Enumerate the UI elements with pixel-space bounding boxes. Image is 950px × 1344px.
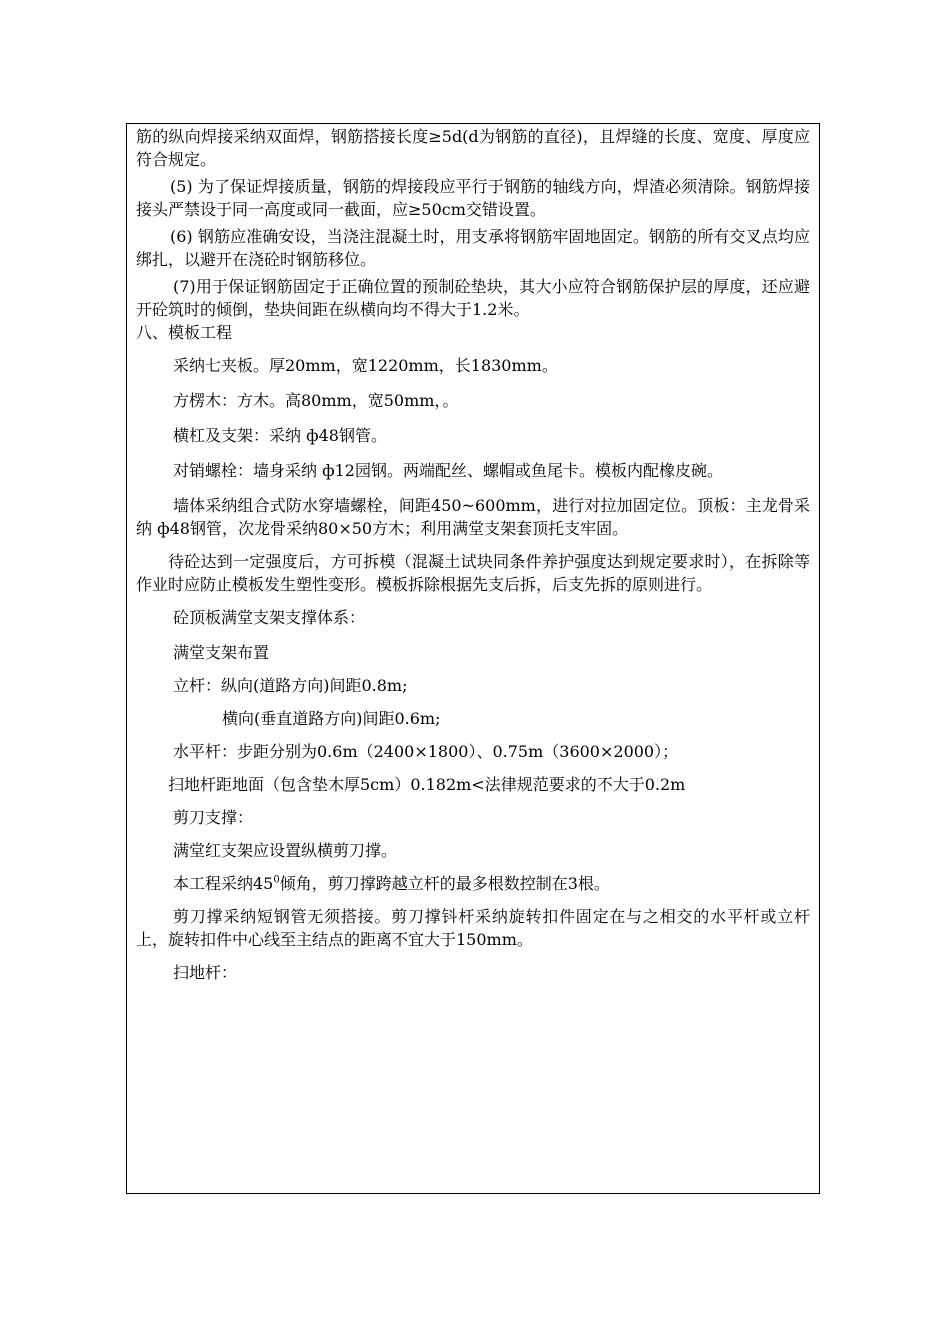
paragraph-wall-bolts: 墙体采纳组合式防水穿墙螺栓，间距450~600mm，进行对拉加固定位。顶板：主龙骨采纳 ф48钢管，次龙骨采纳80×50方木；利用满堂支架套顶托支牢固。 — [136, 496, 810, 538]
paragraph-item-6: (6) 钢筋应准确安设，当浇注混凝土时，用支承将钢筋牢固地固定。钢筋的所有交叉点均应绑扎，以避开在浇砼时钢筋移位。 — [136, 227, 810, 269]
paragraph-scissor-fixing: 剪刀撑采纳短钢管无须搭接。剪刀撑钭杆采纳旋转扣件固定在与之相交的水平杆或立杆上，旋转扣件中心线至主结点的距离不宜大于150mm。 — [136, 907, 810, 949]
paragraph-plywood: 采纳七夹板。厚20mm，宽1220mm，长1830mm。 — [173, 356, 558, 375]
angle-degree-superscript: 0 — [273, 874, 280, 886]
paragraph-bolts: 对销螺栓：墙身采纳 ф12园钢。两端配丝、螺帽或鱼尾卡。模板内配橡皮碗。 — [173, 461, 723, 480]
paragraph-sweep-bar: 扫地杆： — [173, 963, 238, 982]
document-body — [136, 125, 810, 984]
paragraph-weld-length: 筋的纵向焊接采纳双面焊，钢筋搭接长度≥5d(d为钢筋的直径)，且焊缝的长度、宽度、厚度应符合规定。 — [136, 127, 810, 169]
paragraph-support-system: 砼顶板满堂支架支撑体系： — [173, 608, 366, 627]
paragraph-demolding: 待砼达到一定强度后，方可拆模（混凝土试块同条件养护强度达到规定要求时），在拆除等作业时应防止模板发生塑性变形。模板拆除根据先支后拆，后支先拆的原则进行。 — [136, 552, 810, 594]
paragraph-angle — [136, 872, 810, 895]
paragraph-sweep-bar-height: 扫地杆距地面（包含垫木厚5cm）0.182m<法律规范要求的不大于0.2m — [168, 775, 686, 794]
paragraph-item-7: (7)用于保证钢筋固定于正确位置的预制砼垫块，其大小应符合钢筋保护层的厚度，还应避开砼筑时的倾倒，垫块间距在纵横向均不得大于1.2米。 — [136, 277, 810, 319]
paragraph-vertical-transverse: 横向(垂直道路方向)间距0.6m; — [222, 709, 441, 728]
angle-text-before: 本工程采纳45 — [173, 874, 274, 893]
paragraph-horizontal-bars: 水平杆：步距分别为0.6m（2400×1800）、0.75m（3600×2000）； — [173, 742, 679, 761]
paragraph-item-5: (5) 为了保证焊接质量，钢筋的焊接段应平行于钢筋的轴线方向，焊渣必须清除。钢筋焊接接头严禁设于同一高度或同一截面，应≥50cm交错设置。 — [136, 177, 810, 219]
paragraph-scissor-heading: 剪刀支撑： — [173, 808, 254, 827]
paragraph-steel-pipe: 横杠及支架：采纳 ф48钢管。 — [173, 426, 387, 445]
paragraph-vertical-longitudinal: 立杆：纵向(道路方向)间距0.8m; — [173, 676, 408, 695]
paragraph-timber: 方楞木：方木。高80mm，宽50mm，。 — [173, 391, 459, 410]
section-heading-formwork: 八、模板工程 — [136, 323, 233, 342]
angle-text-after: 倾角，剪刀撑跨越立杆的最多根数控制在3根。 — [279, 874, 610, 893]
paragraph-layout: 满堂支架布置 — [173, 643, 270, 662]
paragraph-scissor-setting: 满堂红支架应设置纵横剪刀撑。 — [173, 841, 398, 860]
